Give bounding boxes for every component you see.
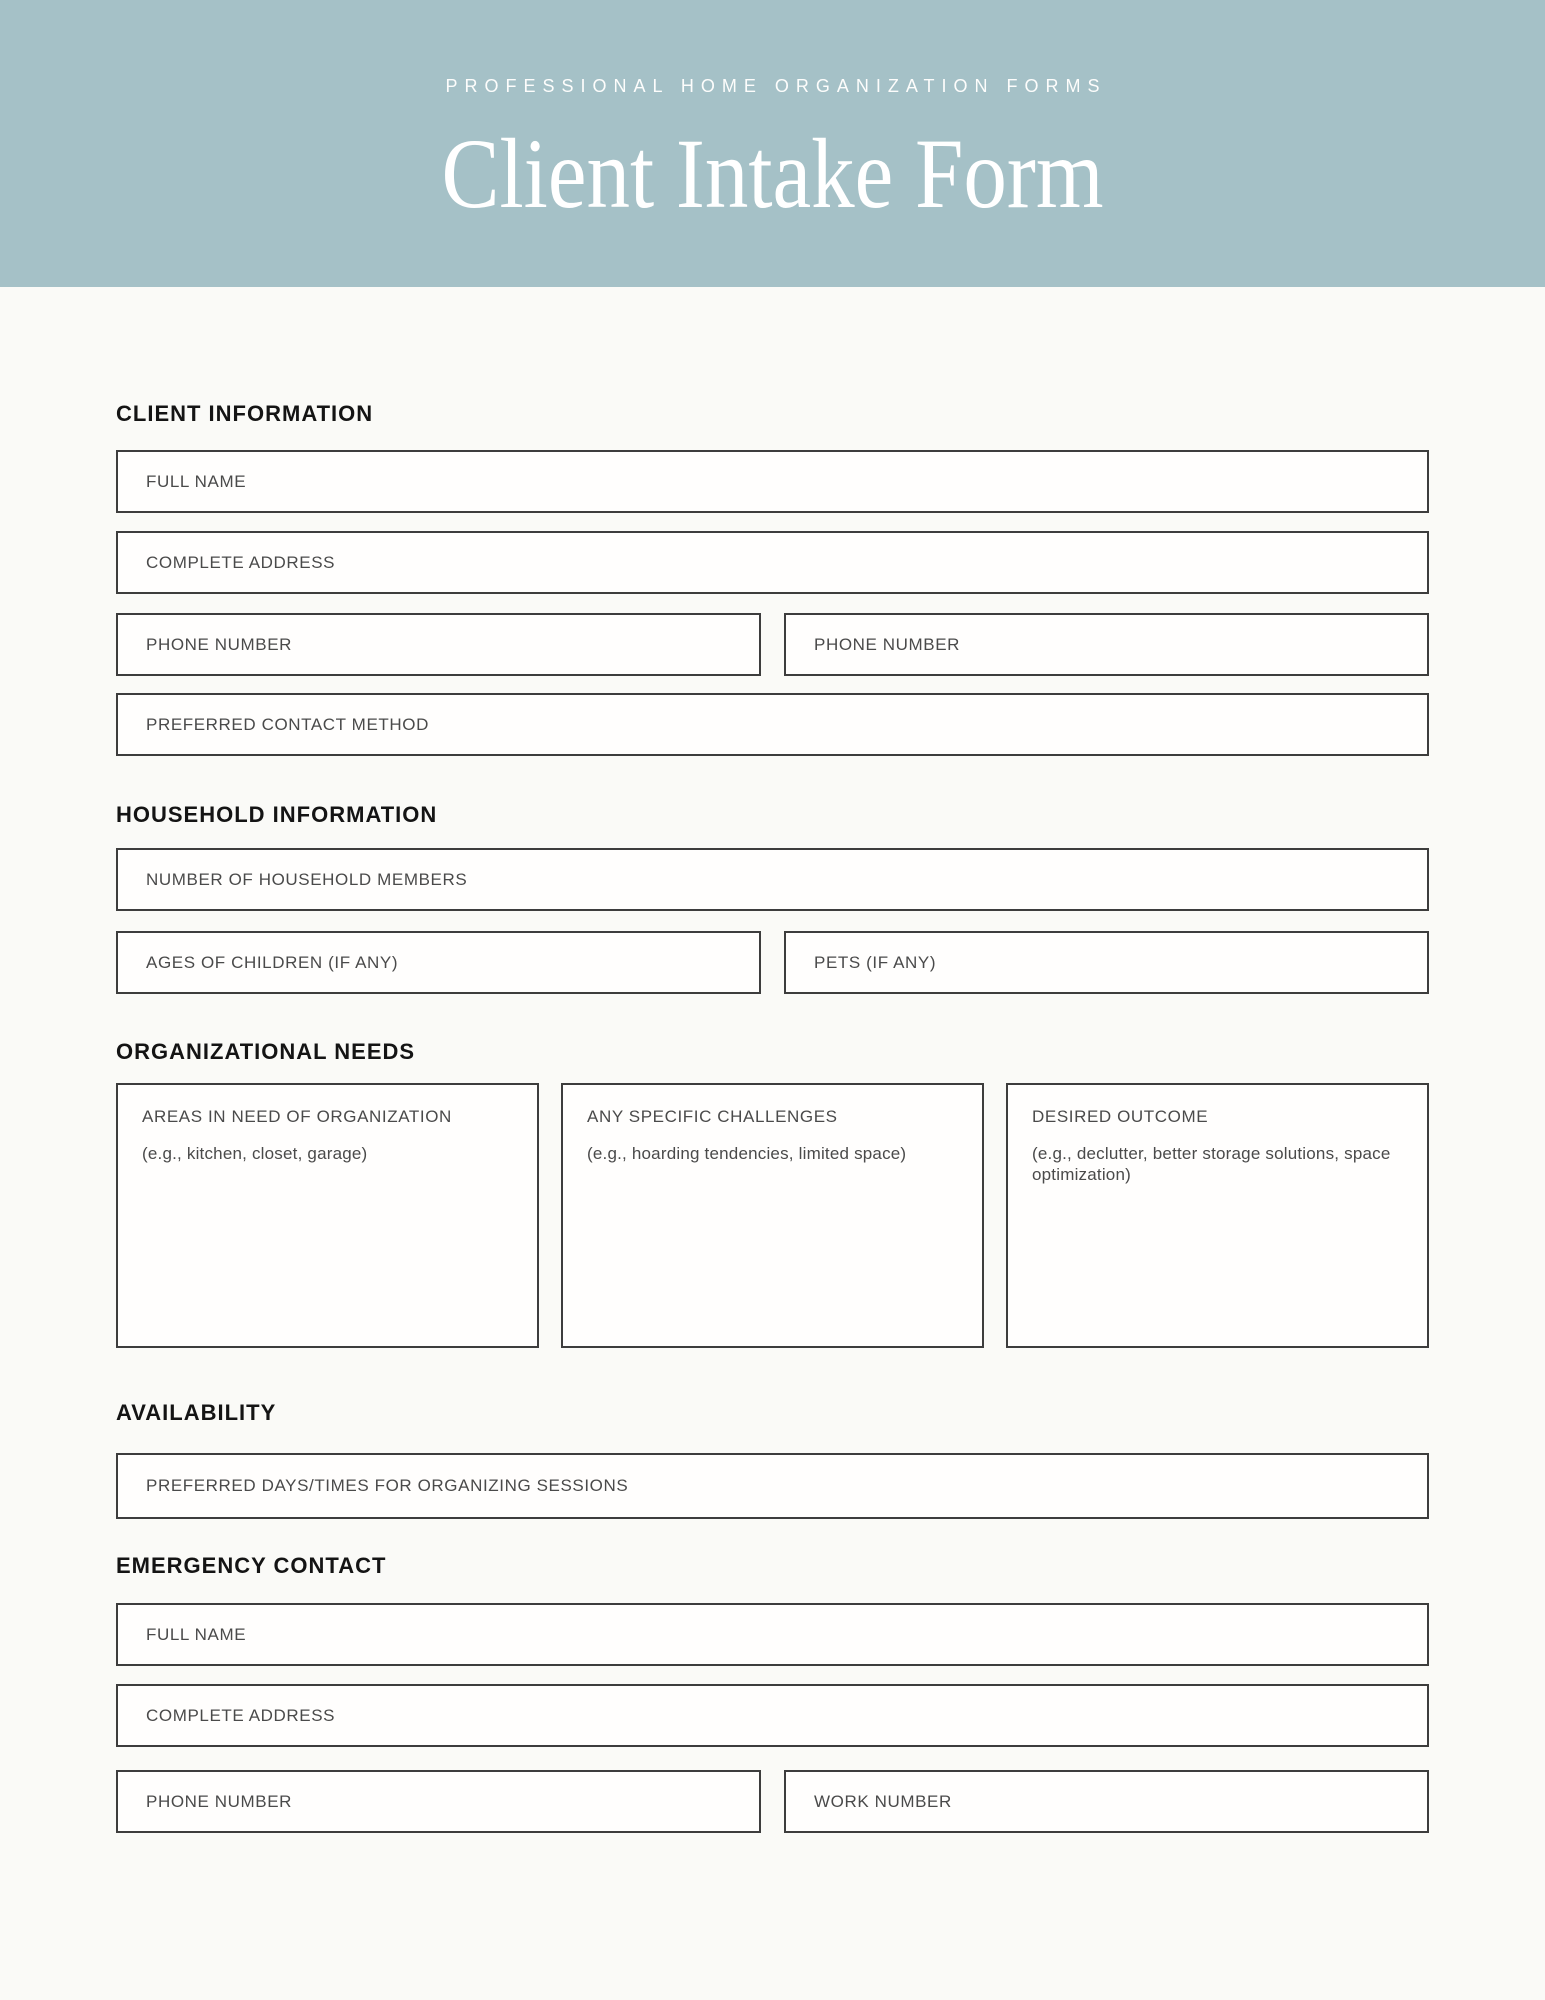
emergency-complete-address-field[interactable]	[116, 1684, 1429, 1747]
field-label: COMPLETE ADDRESS	[146, 1705, 336, 1725]
emergency-contact-heading: EMERGENCY CONTACT	[116, 1553, 387, 1578]
section-client-information	[116, 403, 1429, 756]
specific-challenges-field[interactable]	[561, 1083, 984, 1348]
field-label: DESIRED OUTCOME	[1032, 1107, 1209, 1126]
emergency-full-name-field[interactable]	[116, 1603, 1429, 1666]
field-label: PETS (IF ANY)	[814, 952, 937, 972]
ages-of-children-field[interactable]	[116, 931, 761, 994]
emergency-phone-row	[116, 1770, 1429, 1833]
household-information-heading: HOUSEHOLD INFORMATION	[116, 802, 438, 827]
emergency-work-number-field[interactable]	[784, 1770, 1429, 1833]
desired-outcome-field[interactable]	[1006, 1083, 1429, 1348]
field-label: ANY SPECIFIC CHALLENGES	[587, 1107, 838, 1126]
field-label: NUMBER OF HOUSEHOLD MEMBERS	[146, 869, 468, 889]
client-phone-secondary-field[interactable]	[784, 613, 1429, 676]
field-label: PREFERRED DAYS/TIMES FOR ORGANIZING SESSIONS	[146, 1476, 629, 1495]
field-hint: (e.g., hoarding tendencies, limited space)	[587, 1144, 907, 1163]
field-label: FULL NAME	[146, 1624, 247, 1644]
household-children-pets-row	[116, 931, 1429, 994]
form-content	[0, 403, 1545, 1833]
client-complete-address-field[interactable]	[116, 531, 1429, 594]
field-hint: (e.g., declutter, better storage solutions, space optimization)	[1032, 1144, 1391, 1185]
field-label: FULL NAME	[146, 471, 247, 491]
field-hint: (e.g., kitchen, closet, garage)	[142, 1144, 368, 1163]
organizational-needs-heading: ORGANIZATIONAL NEEDS	[116, 1039, 416, 1064]
field-label: COMPLETE ADDRESS	[146, 552, 336, 572]
client-phone-primary-field[interactable]	[116, 613, 761, 676]
availability-heading: AVAILABILITY	[116, 1400, 277, 1425]
client-information-heading: CLIENT INFORMATION	[116, 401, 374, 426]
field-label: WORK NUMBER	[814, 1791, 952, 1811]
preferred-days-times-field[interactable]	[116, 1453, 1429, 1519]
organizational-needs-row	[116, 1083, 1429, 1348]
field-label: AREAS IN NEED OF ORGANIZATION	[142, 1107, 452, 1126]
section-household-information	[116, 804, 1429, 994]
emergency-phone-number-field[interactable]	[116, 1770, 761, 1833]
field-label: PHONE NUMBER	[814, 634, 961, 654]
header-eyebrow: PROFESSIONAL HOME ORGANIZATION FORMS	[445, 75, 1107, 96]
section-emergency-contact	[116, 1555, 1429, 1833]
client-phone-row	[116, 613, 1429, 676]
preferred-contact-method-field[interactable]	[116, 693, 1429, 756]
form-title: Client Intake Form	[441, 117, 1104, 229]
form-header	[0, 0, 1545, 287]
section-availability	[116, 1402, 1429, 1519]
household-members-field[interactable]	[116, 848, 1429, 911]
areas-in-need-field[interactable]	[116, 1083, 539, 1348]
section-organizational-needs	[116, 1041, 1429, 1348]
field-label: AGES OF CHILDREN (IF ANY)	[146, 952, 399, 972]
field-label: PREFERRED CONTACT METHOD	[146, 714, 429, 734]
field-label: PHONE NUMBER	[146, 634, 293, 654]
field-label: PHONE NUMBER	[146, 1791, 293, 1811]
pets-field[interactable]	[784, 931, 1429, 994]
client-full-name-field[interactable]	[116, 450, 1429, 513]
